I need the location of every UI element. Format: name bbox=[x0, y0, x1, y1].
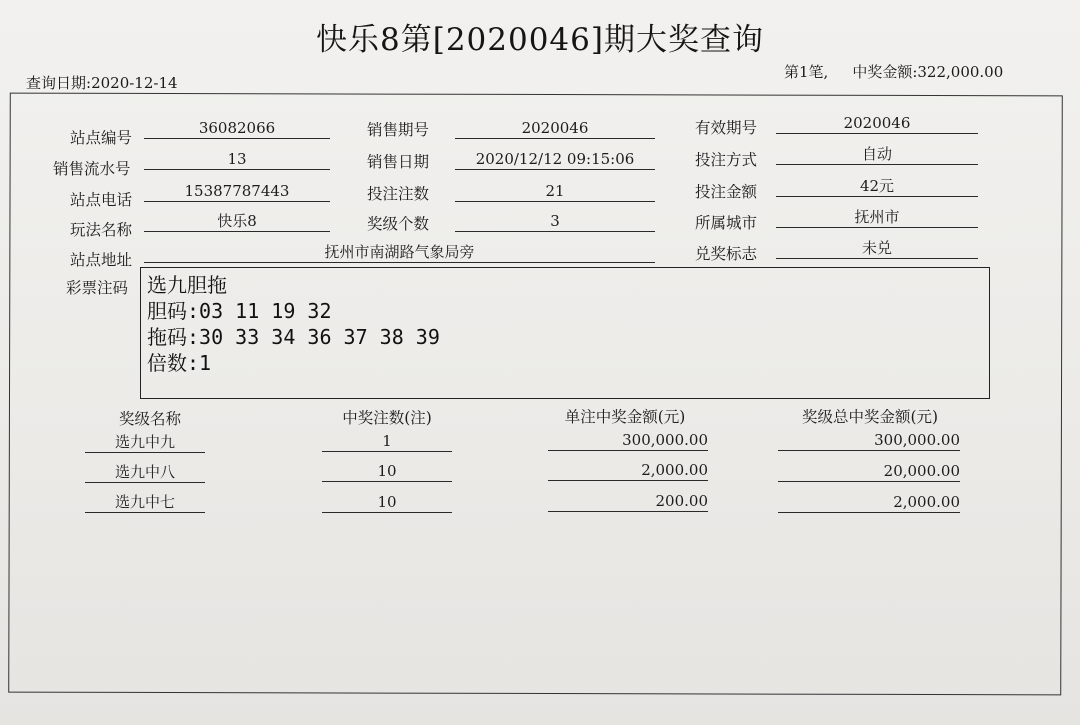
ticket-code-label: 彩票注码 bbox=[66, 279, 129, 297]
station-no-value: 36082066 bbox=[144, 118, 330, 139]
header-single-amount: 单注中奖金额(元) bbox=[564, 408, 686, 426]
query-date-line bbox=[26, 72, 178, 93]
bet-mode-label: 投注方式 bbox=[695, 151, 758, 169]
query-date-label: 查询日期: bbox=[26, 74, 92, 92]
table-row-1-single: 300,000.00 bbox=[548, 430, 708, 451]
bet-count-label: 投注注数 bbox=[367, 185, 430, 203]
page-title: 快乐8第[2020046]期大奖查询 bbox=[316, 22, 764, 58]
table-row-3-count: 10 bbox=[322, 492, 452, 513]
ticket-code-box bbox=[140, 267, 990, 399]
valid-period-value: 2020046 bbox=[776, 113, 978, 134]
award-amount-label: 中奖金额: bbox=[852, 63, 918, 81]
table-row-3-total: 2,000.00 bbox=[778, 492, 960, 513]
table-row-2-total: 20,000.00 bbox=[778, 461, 960, 482]
city-value: 抚州市 bbox=[776, 207, 978, 228]
ticket-multiplier: 倍数:1 bbox=[147, 351, 212, 375]
table-row-1-total: 300,000.00 bbox=[778, 430, 960, 451]
sale-period-label: 销售期号 bbox=[367, 121, 430, 139]
ticket-drag-numbers: 拖码:30 33 34 36 37 38 39 bbox=[147, 325, 440, 349]
serial-no-label: 销售流水号 bbox=[53, 160, 131, 178]
sale-date-label: 销售日期 bbox=[367, 153, 430, 171]
award-amount-value: 322,000.00 bbox=[917, 63, 1004, 81]
city-label: 所属城市 bbox=[695, 214, 758, 232]
table-row-1-name: 选九中九 bbox=[85, 432, 205, 453]
prize-levels-label: 奖级个数 bbox=[367, 215, 430, 233]
station-address-label: 站点地址 bbox=[70, 251, 133, 269]
table-row-2-count: 10 bbox=[322, 461, 452, 482]
ticket-play-type: 选九胆拖 bbox=[147, 273, 227, 297]
query-date-value: 2020-12-14 bbox=[91, 74, 178, 92]
sale-period-value: 2020046 bbox=[455, 118, 655, 139]
serial-no-value: 13 bbox=[144, 149, 330, 170]
table-row-2-name: 选九中八 bbox=[85, 462, 205, 483]
game-name-label: 玩法名称 bbox=[70, 221, 133, 239]
bet-mode-value: 自动 bbox=[776, 144, 978, 165]
valid-period-label: 有效期号 bbox=[695, 119, 758, 137]
table-row-3-name: 选九中七 bbox=[85, 492, 205, 513]
redeem-flag-label: 兑奖标志 bbox=[695, 245, 758, 263]
bet-amount-value: 42元 bbox=[776, 176, 978, 197]
station-address-value: 抚州市南湖路气象局旁 bbox=[144, 242, 655, 263]
prize-levels-value: 3 bbox=[455, 211, 655, 232]
award-index: 第1笔, bbox=[784, 63, 829, 81]
header-total-amount: 奖级总中奖金额(元) bbox=[801, 408, 939, 426]
header-prize-name: 奖级名称 bbox=[118, 410, 181, 428]
table-row-1-count: 1 bbox=[322, 431, 452, 452]
redeem-flag-value: 未兑 bbox=[776, 238, 978, 259]
header-win-count: 中奖注数(注) bbox=[342, 409, 432, 427]
table-row-3-single: 200.00 bbox=[548, 491, 708, 512]
station-no-label: 站点编号 bbox=[70, 129, 133, 147]
game-name-value: 快乐8 bbox=[144, 211, 330, 232]
bet-amount-label: 投注金额 bbox=[695, 183, 758, 201]
station-phone-value: 15387787443 bbox=[144, 181, 330, 202]
sale-date-value: 2020/12/12 09:15:06 bbox=[455, 149, 655, 170]
bet-count-value: 21 bbox=[455, 181, 655, 202]
station-phone-label: 站点电话 bbox=[70, 191, 133, 209]
award-summary bbox=[784, 61, 1003, 82]
ticket-banker-numbers: 胆码:03 11 19 32 bbox=[147, 299, 332, 323]
table-row-2-single: 2,000.00 bbox=[548, 460, 708, 481]
